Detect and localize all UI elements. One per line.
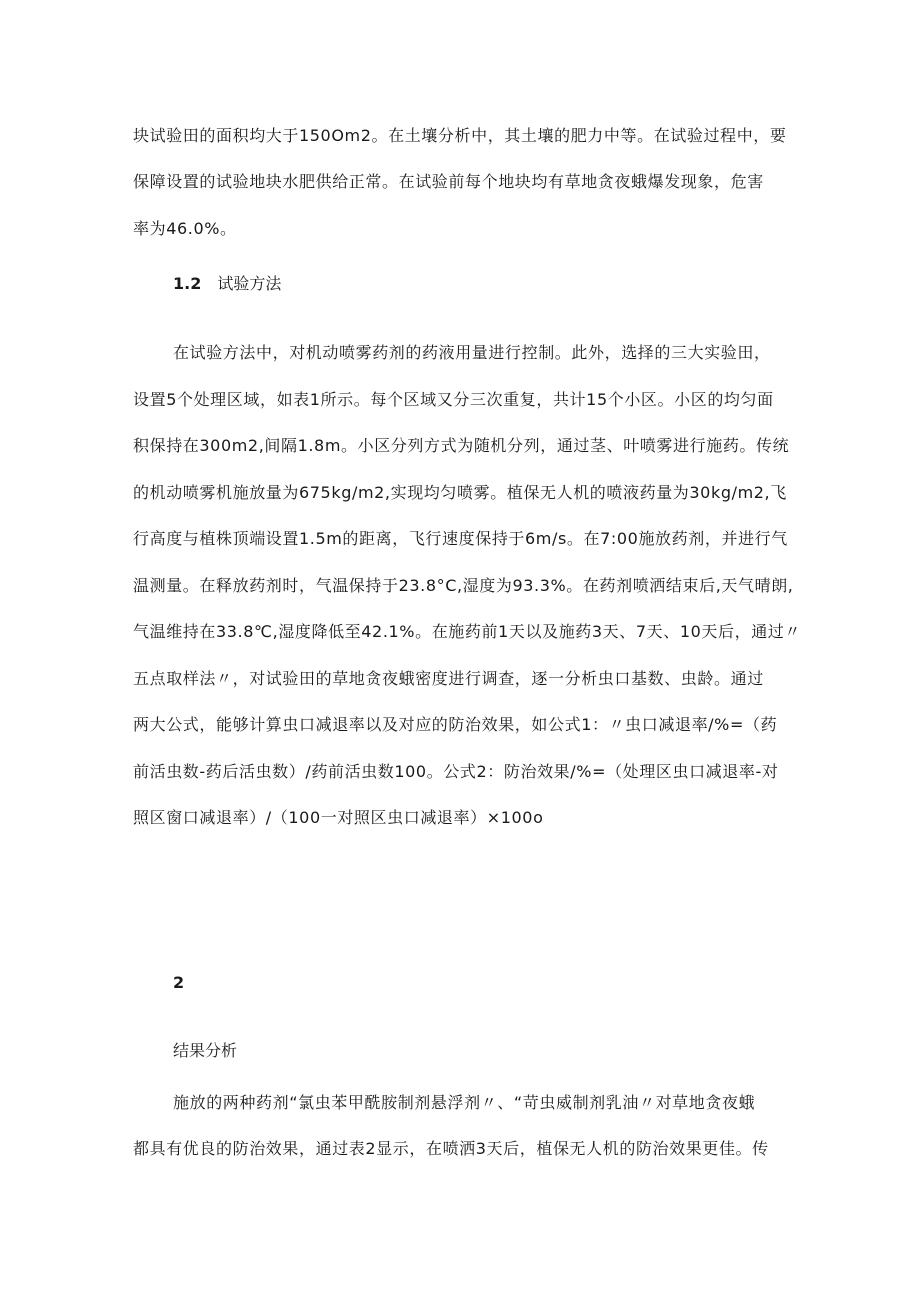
paragraph-2-line-8: 五点取样法〃，对试验田的草地贪夜蛾密度进行调查，逐一分析虫口基数、虫龄。通过 (133, 669, 764, 688)
paragraph-1-line-1: 块试验田的面积均大于150Om2。在土壤分析中，其土壤的肥力中等。在试验过程中，要 (133, 126, 787, 145)
section-number: 1.2 (173, 274, 202, 293)
section-title-2: 结果分析 (173, 1041, 238, 1060)
paragraph-2-line-2: 设置5个处理区域，如表1所示。每个区域又分三次重复，共计15个小区。小区的均匀面 (133, 390, 774, 409)
section-number-2: 2 (173, 973, 185, 992)
paragraph-2-line-6: 温测量。在释放药剂时，气温保持于23.8°C,湿度为93.3%。在药剂喷洒结束后,天气晴朗, (133, 576, 794, 595)
section-title: 试验方法 (217, 274, 282, 293)
paragraph-1-line-2: 保障设置的试验地块水肥供给正常。在试验前每个地块均有草地贪夜蛾爆发现象，危害 (133, 172, 764, 191)
paragraph-2-line-10: 前活虫数-药后活虫数）/药前活虫数100。公式2：防治效果/%=（处理区虫口减退率-对 (133, 762, 779, 781)
paragraph-2-line-7: 气温维持在33.8℃,湿度降低至42.1%。在施药前1天以及施药3天、7天、10天后，通过〃 (133, 622, 802, 641)
paragraph-2-line-1: 在试验方法中，对机动喷雾药剂的药液用量进行控制。此外，选择的三大实验田， (173, 343, 771, 362)
paragraph-2-line-11: 照区窗口减退率）/（100一对照区虫口减退率）×100o (133, 808, 544, 827)
paragraph-2-line-9: 两大公式，能够计算虫口减退率以及对应的防治效果，如公式1：〃虫口减退率/%=（药 (133, 715, 778, 734)
paragraph-3-line-1: 施放的两种药剂“氯虫苯甲酰胺制剂悬浮剂〃、“苛虫威制剂乳油〃对草地贪夜蛾 (173, 1093, 756, 1112)
paragraph-2-line-3: 积保持在300m2,间隔1.8m。小区分列方式为随机分列，通过茎、叶喷雾进行施药。传统 (133, 436, 790, 455)
paragraph-1-line-3: 率为46.0%。 (133, 219, 237, 238)
paragraph-3-line-2: 都具有优良的防治效果，通过表2显示，在喷洒3天后，植保无人机的防治效果更佳。传 (133, 1139, 769, 1158)
paragraph-2-line-4: 的机动喷雾机施放量为675kg/m2,实现均匀喷雾。植保无人机的喷液药量为30kg/m2,飞 (133, 483, 787, 502)
section-heading-1-2 (173, 272, 281, 296)
paragraph-2-line-5: 行高度与植株顶端设置1.5m的距离，飞行速度保持于6m/s。在7:00施放药剂，并进行气 (133, 529, 788, 548)
